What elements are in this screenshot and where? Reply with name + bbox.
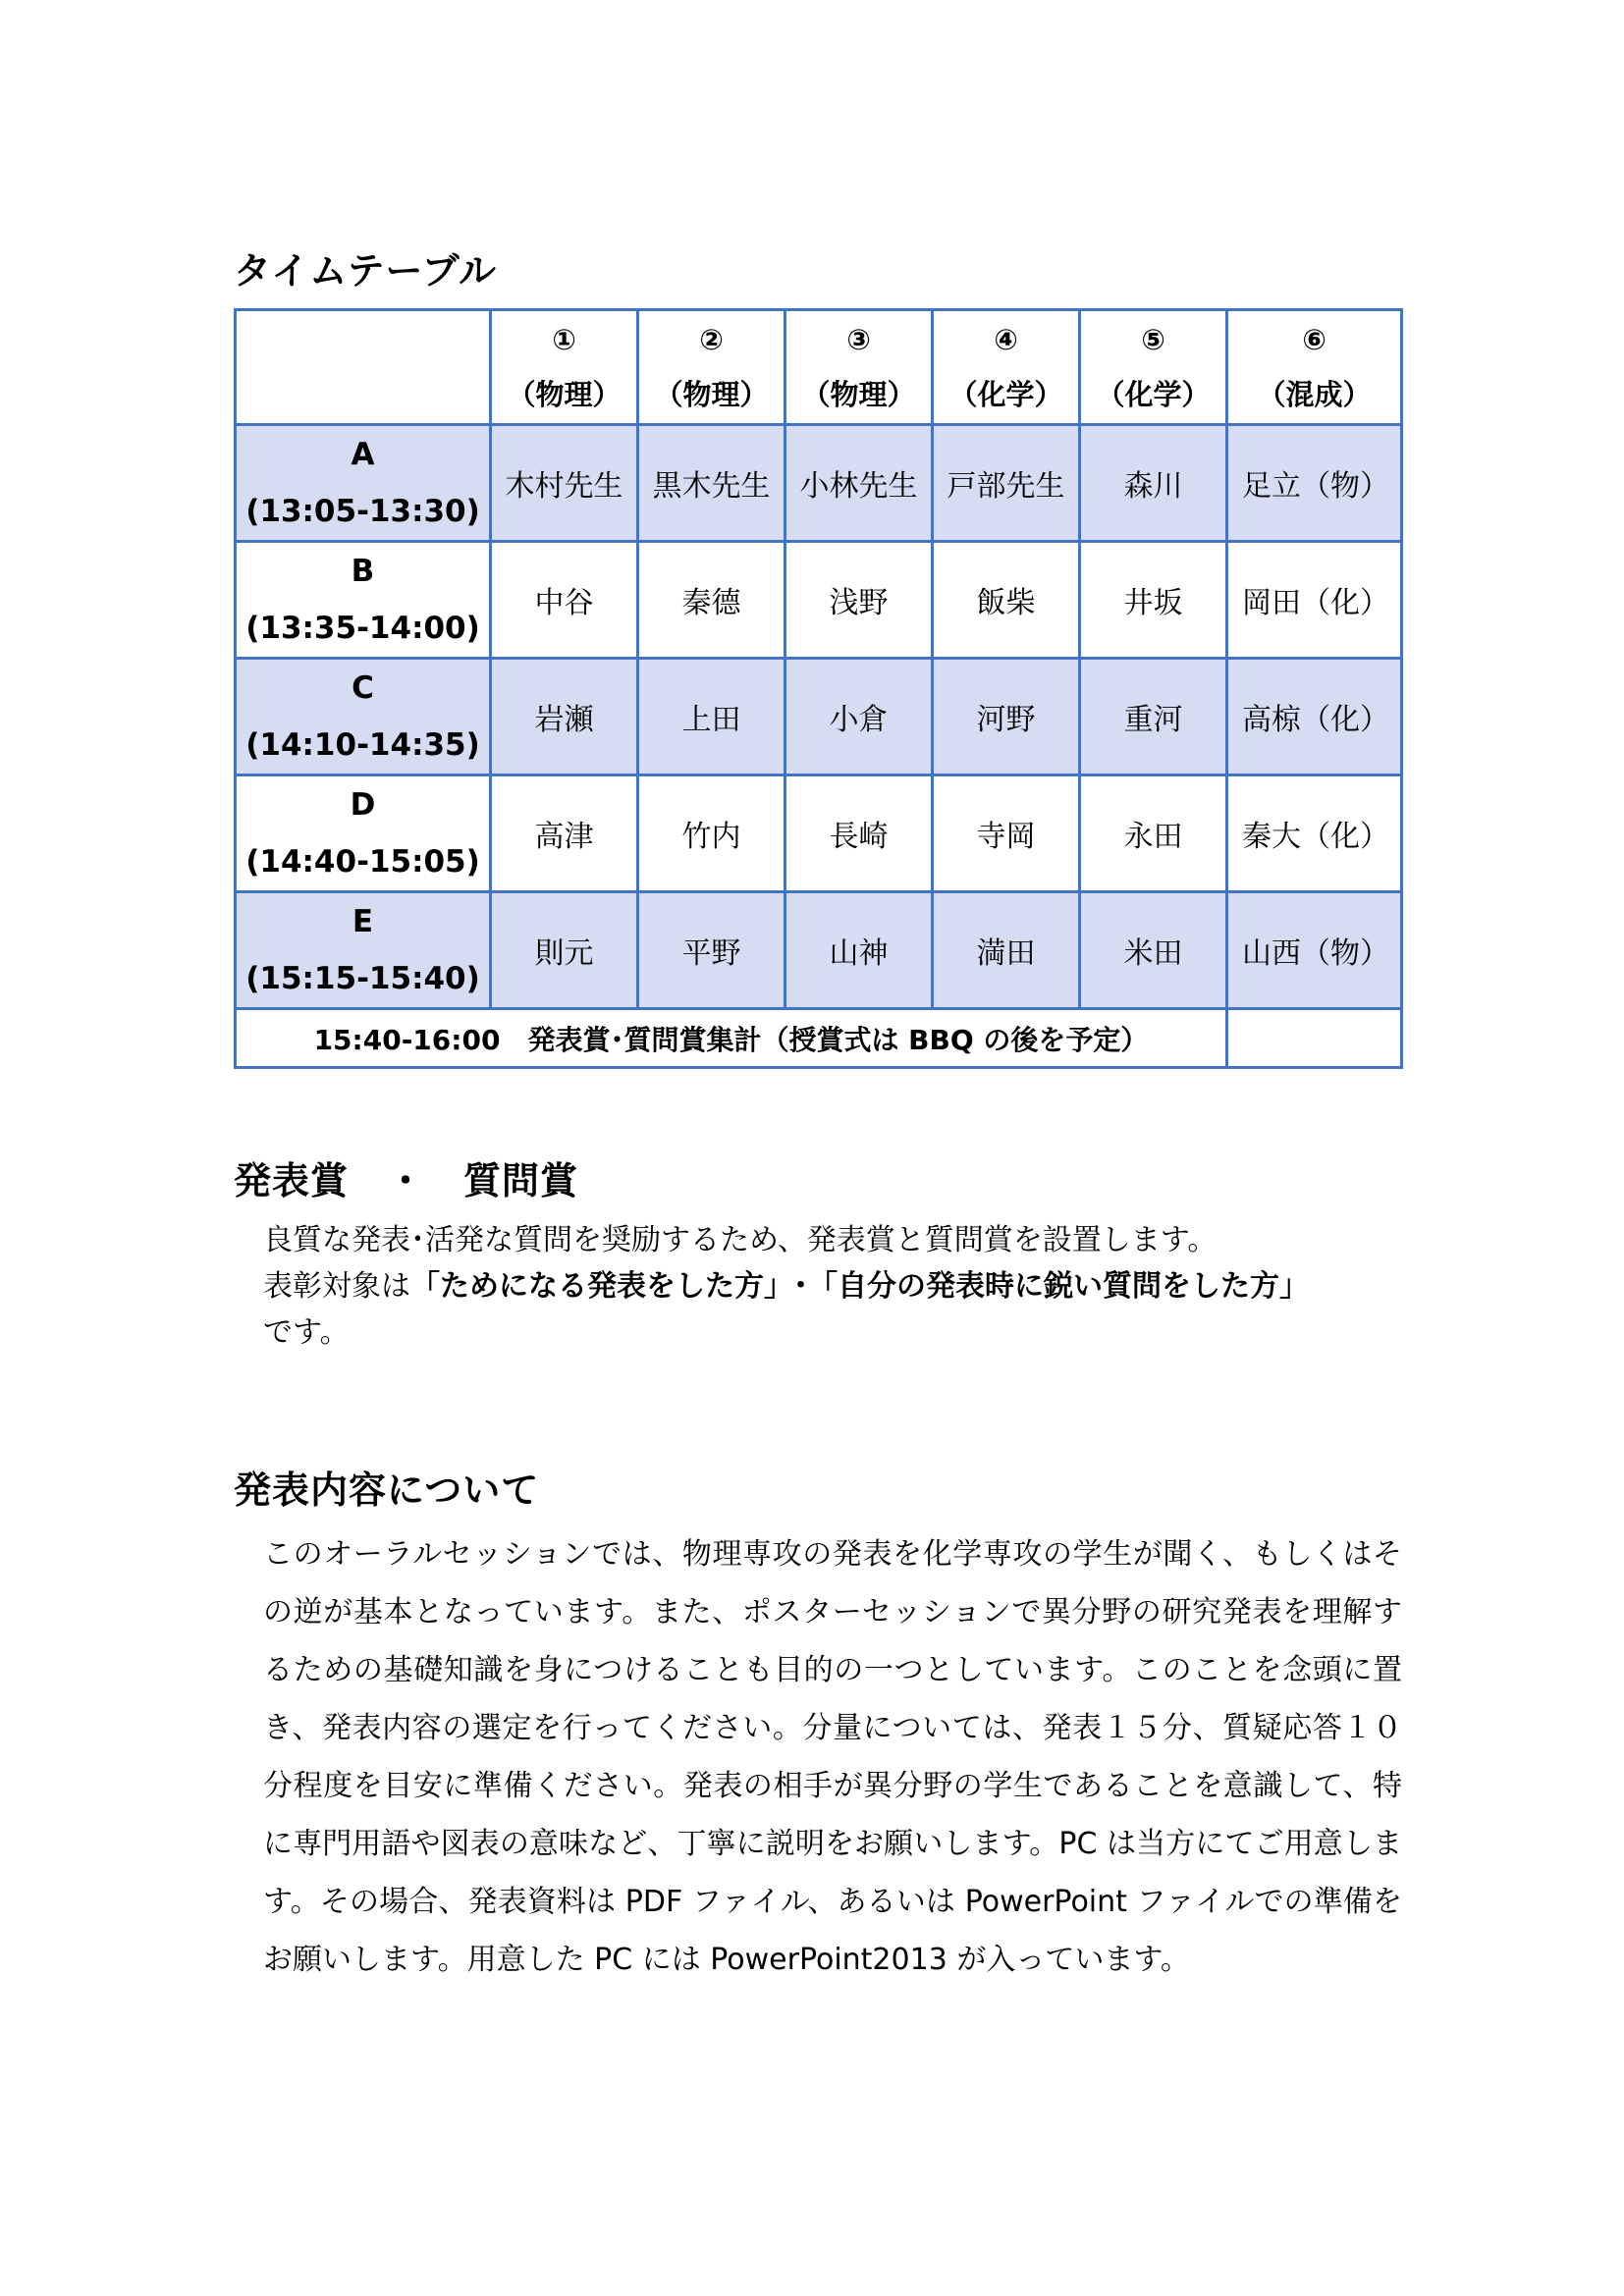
slot-letter: B: [351, 554, 375, 589]
presenter-cell: 竹内: [638, 775, 785, 892]
column-number: ⑤: [1141, 323, 1165, 356]
slot-letter: D: [350, 787, 376, 823]
awards-line: です。: [263, 1315, 350, 1350]
presenter-cell: 山西（物）: [1227, 892, 1402, 1009]
content-title: 発表内容について: [234, 1468, 540, 1512]
awards-prefix: 表彰対象は: [263, 1269, 410, 1304]
awards-line: [263, 1263, 1402, 1309]
column-field: （化学）: [1096, 378, 1211, 411]
content-body: このオーラルセッションでは、物理専攻の発表を化学専攻の学生が聞く、もしくはその逆が基本となっています。また、ポスターセッションで異分野の研究発表を理解するための基礎知識を身につけることも目的の一つとしています。このことを念頭に置き、発表内容の選定を行ってください。分量については、発表１５分、質疑応答１０分程度を目安に準備ください。発表の相手が異分野の学生であることを意識して、特に専門用語や図表の意味など、丁寧に説明をお願いします。PC は当方にてご用意します。その場合、発表資料は PDF ファイル、あるいは PowerPoint ファイルでの準備をお願いします。用意した PC には PowerPoint2013 が入っています。: [263, 1537, 1403, 1977]
presenter-cell: 森川: [1080, 425, 1227, 542]
time-slot-cell: [236, 775, 491, 892]
presenter-cell: 則元: [491, 892, 638, 1009]
column-number: ④: [994, 323, 1018, 356]
presenter-cell: 木村先生: [491, 425, 638, 542]
column-field: （物理）: [801, 378, 916, 411]
column-header: [1080, 310, 1227, 425]
presenter-cell: 米田: [1080, 892, 1227, 1009]
presenter-cell: 浅野: [785, 542, 933, 659]
column-number: ⑥: [1302, 323, 1326, 356]
presenter-cell: 戸部先生: [933, 425, 1080, 542]
presenter-cell: 高椋（化）: [1227, 659, 1402, 775]
column-header: [933, 310, 1080, 425]
slot-letter: A: [351, 437, 375, 472]
presenter-cell: 井坂: [1080, 542, 1227, 659]
table-row: [236, 542, 1402, 659]
header-corner-cell: [236, 310, 491, 425]
presenter-cell: 上田: [638, 659, 785, 775]
time-slot-cell: [236, 425, 491, 542]
timetable: [234, 308, 1403, 1069]
table-row: [236, 892, 1402, 1009]
presenter-cell: 秦德: [638, 542, 785, 659]
slot-letter: C: [352, 670, 374, 706]
column-field: （物理）: [654, 378, 769, 411]
table-row: [236, 659, 1402, 775]
column-number: ①: [552, 323, 576, 356]
presenter-cell: 満田: [933, 892, 1080, 1009]
presenter-cell: 小倉: [785, 659, 933, 775]
time-slot-cell: [236, 542, 491, 659]
column-header: [785, 310, 933, 425]
column-header: [638, 310, 785, 425]
timetable-footer-row: [236, 1009, 1402, 1068]
presenter-cell: 河野: [933, 659, 1080, 775]
awards-title: 発表賞 ・ 質問賞: [234, 1159, 579, 1202]
column-header: [1227, 310, 1402, 425]
time-slot-cell: [236, 892, 491, 1009]
presenter-cell: 長崎: [785, 775, 933, 892]
presenter-cell: 中谷: [491, 542, 638, 659]
column-number: ②: [699, 323, 724, 356]
column-field: （物理）: [507, 378, 622, 411]
presenter-cell: 黒木先生: [638, 425, 785, 542]
timetable-title: タイムテーブル: [234, 249, 498, 293]
presenter-cell: 足立（物）: [1227, 425, 1402, 542]
slot-time: (14:10-14:35): [245, 727, 480, 763]
presenter-cell: 飯柴: [933, 542, 1080, 659]
column-field: （混成）: [1257, 378, 1372, 411]
awards-line: 良質な発表･活発な質問を奨励するため、発表賞と質問賞を設置します。: [263, 1223, 1218, 1257]
presenter-cell: 永田: [1080, 775, 1227, 892]
table-row: [236, 425, 1402, 542]
slot-time: (14:40-15:05): [245, 844, 480, 880]
presenter-cell: 山神: [785, 892, 933, 1009]
presenter-cell: 重河: [1080, 659, 1227, 775]
awards-emphasis: 「ためになる発表をした方」･「自分の発表時に鋭い質問をした方」: [410, 1269, 1309, 1304]
awards-body: [263, 1217, 1402, 1356]
presenter-cell: 寺岡: [933, 775, 1080, 892]
slot-letter: E: [352, 904, 374, 939]
footer-note: 15:40-16:00 発表賞･質問賞集計（授賞式は BBQ の後を予定）: [236, 1009, 1227, 1068]
slot-time: (15:15-15:40): [245, 961, 480, 996]
timetable-header-row: [236, 310, 1402, 425]
presenter-cell: 岩瀬: [491, 659, 638, 775]
table-row: [236, 775, 1402, 892]
column-field: （化学）: [948, 378, 1063, 411]
presenter-cell: 小林先生: [785, 425, 933, 542]
presenter-cell: 岡田（化）: [1227, 542, 1402, 659]
slot-time: (13:05-13:30): [245, 494, 480, 529]
presenter-cell: 高津: [491, 775, 638, 892]
slot-time: (13:35-14:00): [245, 611, 480, 646]
presenter-cell: 秦大（化）: [1227, 775, 1402, 892]
column-number: ③: [846, 323, 871, 356]
column-header: [491, 310, 638, 425]
time-slot-cell: [236, 659, 491, 775]
presenter-cell: 平野: [638, 892, 785, 1009]
footer-empty-cell: [1227, 1009, 1402, 1068]
